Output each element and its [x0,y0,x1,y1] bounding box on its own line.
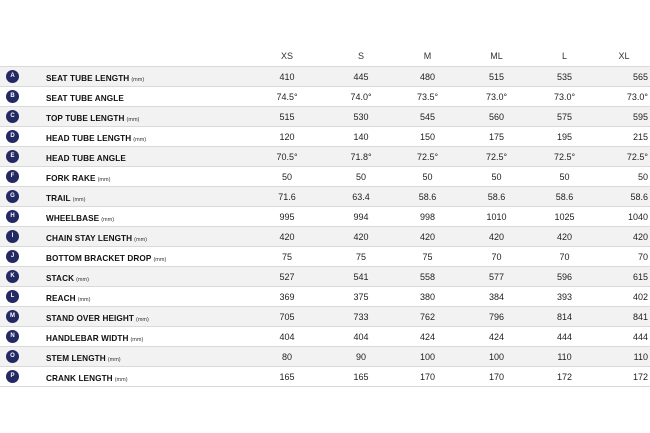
value-cell-l: 58.6 [531,187,598,207]
table-row [0,327,650,347]
measurement-name: STACK [46,273,75,283]
value-cell-ml: 175 [462,127,531,147]
value-cell-l: 73.0° [531,87,598,107]
value-cell-s: 375 [329,287,393,307]
value-cell-l: 1025 [531,207,598,227]
measurement-letter-badge: D [6,130,19,143]
value-cell-xs: 165 [245,367,329,387]
measurement-letter-badge: A [6,70,19,83]
table-row [0,107,650,127]
value-cell-xl: 70 [598,247,650,267]
value-cell-ml: 424 [462,327,531,347]
value-cell-xs: 410 [245,67,329,87]
table-row [0,267,650,287]
value-cell-s: 63.4 [329,187,393,207]
value-cell-m: 762 [393,307,462,327]
value-cell-xs: 75 [245,247,329,267]
value-cell-s: 541 [329,267,393,287]
measurement-name: REACH [46,293,76,303]
value-cell-xs: 120 [245,127,329,147]
measurement-unit: (mm) [153,256,167,263]
measurement-unit: (mm) [130,336,144,343]
measurement-letter-badge: C [6,110,19,123]
value-cell-xs: 420 [245,227,329,247]
measurement-cell [0,347,245,367]
value-cell-xl: 110 [598,347,650,367]
value-cell-xs: 74.5° [245,87,329,107]
value-cell-ml: 560 [462,107,531,127]
value-cell-m: 545 [393,107,462,127]
value-cell-m: 480 [393,67,462,87]
table-row [0,247,650,267]
measurement-name: TOP TUBE LENGTH [46,113,125,123]
measurement-unit: (mm) [77,296,91,303]
value-cell-l: 393 [531,287,598,307]
table-row [0,87,650,107]
table-row [0,287,650,307]
measurement-letter-badge: F [6,170,19,183]
value-cell-m: 424 [393,327,462,347]
table-row [0,187,650,207]
value-cell-xs: 527 [245,267,329,287]
measurement-name: HEAD TUBE LENGTH [46,133,132,143]
table-row [0,207,650,227]
value-cell-ml: 73.0° [462,87,531,107]
measurement-name: TRAIL [46,193,71,203]
value-cell-m: 420 [393,227,462,247]
measurement-cell [0,327,245,347]
size-header-xs: XS [280,51,293,61]
measurement-unit: (mm) [134,236,147,243]
measurement-cell [0,267,245,287]
value-cell-ml: 50 [462,167,531,187]
measurement-cell [0,227,245,247]
value-cell-s: 50 [329,167,393,187]
measurement-name: SEAT TUBE ANGLE [46,93,124,103]
measurement-cell [0,367,245,387]
measurement-letter-badge: G [6,190,19,203]
measurement-name: SEAT TUBE LENGTH [46,73,130,83]
size-header-l: L [561,51,567,61]
value-cell-l: 596 [531,267,598,287]
value-cell-l: 575 [531,107,598,127]
value-cell-xl: 215 [598,127,650,147]
value-cell-m: 558 [393,267,462,287]
measurement-cell [0,167,245,187]
table-row [0,147,650,167]
value-cell-m: 150 [393,127,462,147]
value-cell-ml: 72.5° [462,147,531,167]
measurement-letter-badge: K [6,270,19,283]
measurement-name: HANDLEBAR WIDTH [46,333,129,343]
table-row [0,127,650,147]
value-cell-xs: 705 [245,307,329,327]
measurement-unit: (mm) [97,176,111,183]
measurement-cell [0,287,245,307]
value-cell-s: 733 [329,307,393,327]
measurement-name: WHEELBASE [46,213,100,223]
value-cell-s: 165 [329,367,393,387]
value-cell-ml: 170 [462,367,531,387]
value-cell-l: 814 [531,307,598,327]
table-row [0,67,650,87]
value-cell-s: 445 [329,67,393,87]
value-cell-xs: 80 [245,347,329,367]
measurement-letter-badge: I [6,230,19,243]
measurement-unit: (mm) [101,216,115,223]
value-cell-l: 50 [531,167,598,187]
value-cell-m: 50 [393,167,462,187]
value-cell-ml: 58.6 [462,187,531,207]
value-cell-s: 530 [329,107,393,127]
value-cell-s: 994 [329,207,393,227]
value-cell-ml: 70 [462,247,531,267]
value-cell-ml: 384 [462,287,531,307]
value-cell-xs: 71.6 [245,187,329,207]
measurement-letter-badge: B [6,90,19,103]
value-cell-m: 75 [393,247,462,267]
value-cell-ml: 515 [462,67,531,87]
measurement-unit: (mm) [133,136,147,143]
table-row [0,167,650,187]
measurement-name: STEM LENGTH [46,353,106,363]
value-cell-m: 380 [393,287,462,307]
header-spacer [0,46,245,67]
value-cell-s: 71.8° [329,147,393,167]
value-cell-xl: 50 [598,167,650,187]
value-cell-xl: 172 [598,367,650,387]
measurement-cell [0,67,245,87]
geometry-table [0,46,650,387]
measurement-letter-badge: N [6,330,19,343]
table-row [0,227,650,247]
value-cell-m: 72.5° [393,147,462,167]
value-cell-l: 110 [531,347,598,367]
measurement-letter-badge: O [6,350,19,363]
value-cell-m: 170 [393,367,462,387]
value-cell-xs: 50 [245,167,329,187]
value-cell-l: 535 [531,67,598,87]
value-cell-ml: 100 [462,347,531,367]
value-cell-xl: 1040 [598,207,650,227]
value-cell-xl: 615 [598,267,650,287]
value-cell-l: 72.5° [531,147,598,167]
measurement-cell [0,147,245,167]
value-cell-s: 90 [329,347,393,367]
value-cell-m: 100 [393,347,462,367]
measurement-cell [0,187,245,207]
value-cell-xs: 515 [245,107,329,127]
value-cell-xl: 565 [598,67,650,87]
table-row [0,307,650,327]
measurement-unit: (mm) [135,316,149,323]
measurement-name: CRANK LENGTH [46,373,113,383]
value-cell-m: 58.6 [393,187,462,207]
measurement-cell [0,307,245,327]
measurement-cell [0,87,245,107]
value-cell-ml: 420 [462,227,531,247]
measurement-unit: (mm) [76,276,89,283]
value-cell-l: 444 [531,327,598,347]
measurement-letter-badge: L [6,290,19,303]
measurement-letter-badge: E [6,150,19,163]
measurement-name: FORK RAKE [46,173,96,183]
value-cell-xs: 369 [245,287,329,307]
value-cell-xl: 420 [598,227,650,247]
size-header-ml: ML [490,51,503,61]
measurement-cell [0,127,245,147]
value-cell-l: 172 [531,367,598,387]
measurement-letter-badge: J [6,250,19,263]
value-cell-xs: 404 [245,327,329,347]
value-cell-s: 74.0° [329,87,393,107]
value-cell-m: 73.5° [393,87,462,107]
value-cell-l: 420 [531,227,598,247]
value-cell-xl: 841 [598,307,650,327]
measurement-letter-badge: P [6,370,19,383]
value-cell-xl: 73.0° [598,87,650,107]
measurement-name: BOTTOM BRACKET DROP [46,253,152,263]
measurement-cell [0,207,245,227]
table-row [0,367,650,387]
value-cell-s: 140 [329,127,393,147]
value-cell-xs: 70.5° [245,147,329,167]
measurement-unit: (mm) [131,76,145,83]
value-cell-ml: 577 [462,267,531,287]
value-cell-xl: 444 [598,327,650,347]
value-cell-xl: 595 [598,107,650,127]
measurement-letter-badge: H [6,210,19,223]
value-cell-ml: 1010 [462,207,531,227]
size-header-s: S [357,51,364,61]
table-row [0,347,650,367]
value-cell-l: 70 [531,247,598,267]
value-cell-m: 998 [393,207,462,227]
measurement-cell [0,107,245,127]
value-cell-xl: 58.6 [598,187,650,207]
value-cell-l: 195 [531,127,598,147]
value-cell-xl: 72.5° [598,147,650,167]
measurement-name: CHAIN STAY LENGTH [46,233,133,243]
value-cell-s: 75 [329,247,393,267]
measurement-name: STAND OVER HEIGHT [46,313,134,323]
measurement-unit: (mm) [107,356,121,363]
size-header-m: M [423,51,432,61]
measurement-unit: (mm) [126,116,140,123]
measurement-name: HEAD TUBE ANGLE [46,153,126,163]
value-cell-xl: 402 [598,287,650,307]
measurement-letter-badge: M [6,310,19,323]
value-cell-s: 420 [329,227,393,247]
measurement-unit: (mm) [114,376,128,383]
size-header-row [0,46,650,67]
value-cell-ml: 796 [462,307,531,327]
value-cell-xs: 995 [245,207,329,227]
table-body [0,67,650,387]
measurement-cell [0,247,245,267]
size-header-xl: XL [618,51,630,61]
measurement-unit: (mm) [72,196,86,203]
value-cell-s: 404 [329,327,393,347]
table-header [0,46,650,67]
